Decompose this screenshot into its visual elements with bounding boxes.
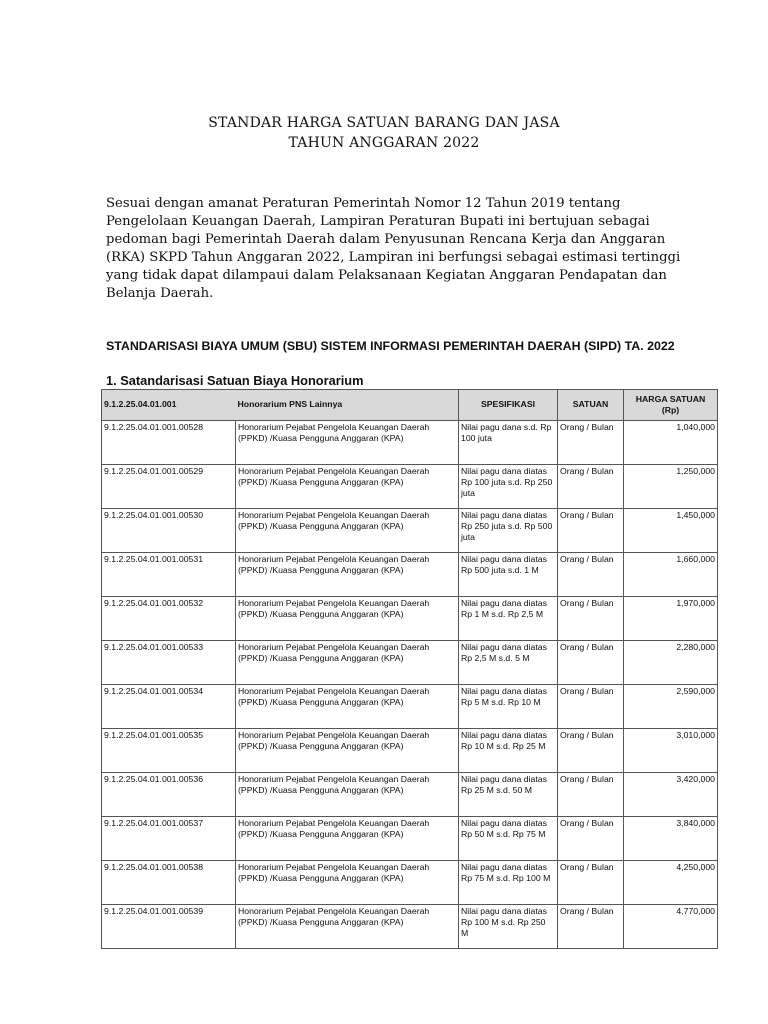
cell-spesifikasi: Nilai pagu dana diatas Rp 50 M s.d. Rp 75 M	[459, 817, 558, 861]
cell-satuan: Orang / Bulan	[558, 553, 624, 597]
cell-satuan: Orang / Bulan	[558, 905, 624, 949]
cell-code: 9.1.2.25.04.01.001.00531	[102, 553, 236, 597]
cell-harga: 4,250,000	[624, 861, 718, 905]
cell-satuan: Orang / Bulan	[558, 597, 624, 641]
cell-uraian: Honorarium Pejabat Pengelola Keuangan Daerah (PPKD) /Kuasa Pengguna Anggaran (KPA)	[236, 597, 459, 641]
document-title: STANDAR HARGA SATUAN BARANG DAN JASA	[208, 115, 560, 131]
cell-uraian: Honorarium Pejabat Pengelola Keuangan Daerah (PPKD) /Kuasa Pengguna Anggaran (KPA)	[236, 729, 459, 773]
cell-spesifikasi: Nilai pagu dana diatas Rp 100 M s.d. Rp 250 M	[459, 905, 558, 949]
table-row	[102, 905, 718, 949]
cell-harga: 1,250,000	[624, 465, 718, 509]
cell-satuan: Orang / Bulan	[558, 641, 624, 685]
cell-code: 9.1.2.25.04.01.001.00528	[102, 421, 236, 465]
table-row	[102, 729, 718, 773]
cell-code: 9.1.2.25.04.01.001.00530	[102, 509, 236, 553]
cell-uraian: Honorarium Pejabat Pengelola Keuangan Daerah (PPKD) /Kuasa Pengguna Anggaran (KPA)	[236, 817, 459, 861]
cell-spesifikasi: Nilai pagu dana diatas Rp 2,5 M s.d. 5 M	[459, 641, 558, 685]
honorarium-table	[101, 389, 718, 949]
cell-harga: 1,970,000	[624, 597, 718, 641]
intro-text: Sesuai dengan amanat Peraturan Pemerintah Nomor 12 Tahun 2019 tentang Pengelolaan Keuangan Daerah, Lampiran Peraturan Bupati ini bertujuan sebagai pedoman bagi Pemerintah Daerah dalam Penyusunan Rencana Kerja dan Anggaran (RKA) SKPD Tahun Anggaran 2022, Lampiran ini berfungsi sebagai estimasi tertinggi yang tidak dapat dilampaui dalam Pelaksanaan Kegiatan Anggaran Pendapatan dan Belanja Daerah.	[106, 196, 681, 301]
cell-satuan: Orang / Bulan	[558, 509, 624, 553]
cell-satuan: Orang / Bulan	[558, 861, 624, 905]
cell-spesifikasi: Nilai pagu dana diatas Rp 75 M s.d. Rp 100 M	[459, 861, 558, 905]
cell-uraian: Honorarium Pejabat Pengelola Keuangan Daerah (PPKD) /Kuasa Pengguna Anggaran (KPA)	[236, 685, 459, 729]
cell-code: 9.1.2.25.04.01.001.00534	[102, 685, 236, 729]
cell-code: 9.1.2.25.04.01.001.00538	[102, 861, 236, 905]
cell-harga: 1,450,000	[624, 509, 718, 553]
header-code-text: 9.1.2.25.04.01.001	[104, 399, 177, 410]
cell-spesifikasi: Nilai pagu dana s.d. Rp 100 juta	[459, 421, 558, 465]
table-row	[102, 421, 718, 465]
table-row	[102, 553, 718, 597]
table-row	[102, 641, 718, 685]
intro-paragraph	[106, 195, 706, 303]
cell-code: 9.1.2.25.04.01.001.00539	[102, 905, 236, 949]
cell-satuan: Orang / Bulan	[558, 685, 624, 729]
cell-uraian: Honorarium Pejabat Pengelola Keuangan Daerah (PPKD) /Kuasa Pengguna Anggaran (KPA)	[236, 465, 459, 509]
cell-uraian: Honorarium Pejabat Pengelola Keuangan Daerah (PPKD) /Kuasa Pengguna Anggaran (KPA)	[236, 905, 459, 949]
cell-code: 9.1.2.25.04.01.001.00529	[102, 465, 236, 509]
cell-spesifikasi: Nilai pagu dana diatas Rp 250 juta s.d. Rp 500 juta	[459, 509, 558, 553]
cell-harga: 3,840,000	[624, 817, 718, 861]
cell-spesifikasi: Nilai pagu dana diatas Rp 25 M s.d. 50 M	[459, 773, 558, 817]
table-row	[102, 509, 718, 553]
table-row	[102, 465, 718, 509]
cell-harga: 2,280,000	[624, 641, 718, 685]
header-group-name	[236, 390, 459, 421]
cell-satuan: Orang / Bulan	[558, 817, 624, 861]
cell-uraian: Honorarium Pejabat Pengelola Keuangan Daerah (PPKD) /Kuasa Pengguna Anggaran (KPA)	[236, 421, 459, 465]
cell-uraian: Honorarium Pejabat Pengelola Keuangan Daerah (PPKD) /Kuasa Pengguna Anggaran (KPA)	[236, 509, 459, 553]
table-row	[102, 861, 718, 905]
header-code	[102, 390, 236, 421]
table-row	[102, 685, 718, 729]
cell-harga: 3,420,000	[624, 773, 718, 817]
header-spesifikasi: SPESIFIKASI	[459, 390, 558, 421]
cell-harga: 2,590,000	[624, 685, 718, 729]
cell-spesifikasi: Nilai pagu dana diatas Rp 100 juta s.d. Rp 250 juta	[459, 465, 558, 509]
table-header-row	[102, 390, 718, 421]
cell-harga: 4,770,000	[624, 905, 718, 949]
cell-spesifikasi: Nilai pagu dana diatas Rp 1 M s.d. Rp 2,5 M	[459, 597, 558, 641]
cell-satuan: Orang / Bulan	[558, 729, 624, 773]
cell-spesifikasi: Nilai pagu dana diatas Rp 10 M s.d. Rp 25 M	[459, 729, 558, 773]
table-body	[102, 421, 718, 949]
table-row	[102, 817, 718, 861]
header-harga: HARGA SATUAN (Rp)	[624, 390, 718, 421]
cell-uraian: Honorarium Pejabat Pengelola Keuangan Daerah (PPKD) /Kuasa Pengguna Anggaran (KPA)	[236, 773, 459, 817]
cell-code: 9.1.2.25.04.01.001.00537	[102, 817, 236, 861]
cell-code: 9.1.2.25.04.01.001.00536	[102, 773, 236, 817]
cell-code: 9.1.2.25.04.01.001.00533	[102, 641, 236, 685]
cell-uraian: Honorarium Pejabat Pengelola Keuangan Daerah (PPKD) /Kuasa Pengguna Anggaran (KPA)	[236, 861, 459, 905]
cell-uraian: Honorarium Pejabat Pengelola Keuangan Daerah (PPKD) /Kuasa Pengguna Anggaran (KPA)	[236, 553, 459, 597]
document-subtitle: TAHUN ANGGARAN 2022	[288, 135, 480, 151]
cell-harga: 1,660,000	[624, 553, 718, 597]
cell-harga: 3,010,000	[624, 729, 718, 773]
cell-spesifikasi: Nilai pagu dana diatas Rp 5 M s.d. Rp 10 M	[459, 685, 558, 729]
cell-satuan: Orang / Bulan	[558, 421, 624, 465]
subsection-heading: 1. Satandarisasi Satuan Biaya Honorarium	[106, 373, 364, 388]
table-row	[102, 773, 718, 817]
cell-uraian: Honorarium Pejabat Pengelola Keuangan Daerah (PPKD) /Kuasa Pengguna Anggaran (KPA)	[236, 641, 459, 685]
header-satuan: SATUAN	[558, 390, 624, 421]
section-heading: STANDARISASI BIAYA UMUM (SBU) SISTEM INFORMASI PEMERINTAH DAERAH (SIPD) TA. 2022	[106, 339, 675, 353]
cell-code: 9.1.2.25.04.01.001.00532	[102, 597, 236, 641]
cell-satuan: Orang / Bulan	[558, 773, 624, 817]
cell-harga: 1,040,000	[624, 421, 718, 465]
cell-spesifikasi: Nilai pagu dana diatas Rp 500 juta s.d. 1 M	[459, 553, 558, 597]
cell-satuan: Orang / Bulan	[558, 465, 624, 509]
table-row	[102, 597, 718, 641]
cell-code: 9.1.2.25.04.01.001.00535	[102, 729, 236, 773]
header-group-name-text: Honorarium PNS Lainnya	[237, 399, 343, 410]
